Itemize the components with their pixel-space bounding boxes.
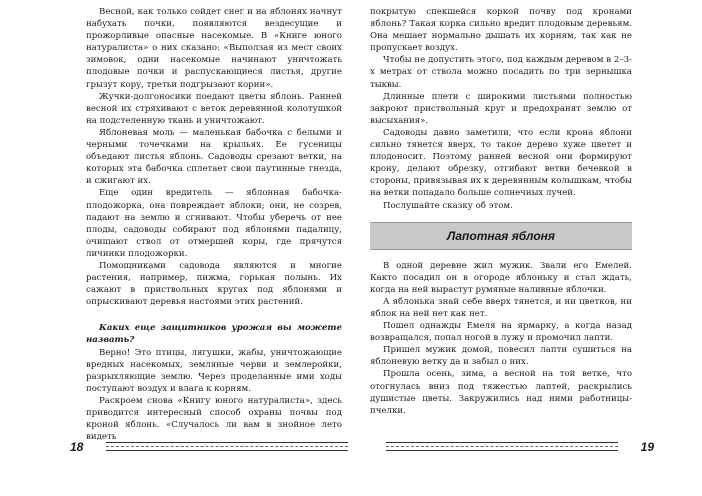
paragraph: Помощниками садовода являются и многие растения, например, пижма, горькая полынь. Их сажают в приствольных кругах под яблонями и опрыскивают деревья настоями этих растений.: [86, 260, 342, 308]
story-title-band: [370, 222, 632, 250]
story-paragraph: Прошла осень, зима, а весной на той ветке, что отогнулась вниз под тяжестью лаптей, раскрылись душистые цветы. Закружились над ними работницы-пчелки.: [370, 369, 632, 416]
right-footer: [368, 440, 658, 456]
paragraph: Чтобы не допустить этого, под каждым деревом в 2–3-х метрах от ствола можно посадить по три зернышка тыквы.: [370, 55, 632, 90]
footer-rule: [106, 442, 348, 443]
page-number: 18: [70, 440, 84, 454]
paragraph: Весной, как только сойдет снег и на яблонях начнут набухать почки, появляются вездесущие и прожорливые опасные насекомые. В «Книге юного натуралиста» о них сказано: «Выползая из мест своих зимовок, одни насекомые начинают уничтожать плодовые почки и распускающиеся листья, другие грызут кору, третьи подгрызают корни».: [86, 7, 342, 90]
paragraph: Жучки-долгоносики поедают цветы яблонь. Ранней весной их стряхивают с веток деревянной колотушкой на подстеленную ткань и уничтожают.: [86, 91, 342, 126]
paragraph: покрытую спекшейся коркой почву под кронами яблонь? Такая корка сильно вредит плодовым деревьям. Она мешает нормально дышать их корням, так как не пропускает воздух.: [370, 7, 632, 54]
paragraph: Длинные плети с широкими листьями полностью закроют приствольный круг и предохранят землю от высыхания».: [370, 91, 632, 126]
paragraph: Яблоневая моль — маленькая бабочка с белыми и черными точечками на крыльях. Ее гусеницы объедают листья яблонь. Садоводы срезают ветки, на которых эта бабочка сплетает свои паутинные гнезда, и сжигают их.: [86, 127, 342, 187]
paragraph: Еще один вредитель — яблонная бабочка-плодожорка, она повреждает яблоки; они, не созрев, падают на землю и сгнивают. Чтобы уберечь от нее плоды, садоводы собирают под яблонями падалицу, очищают ствол от отмершей коры, где прячутся личинки плодожорки.: [86, 188, 342, 259]
footer-rule: [386, 450, 618, 451]
paragraph: Верно! Это птицы, лягушки, жабы, уничтожающие вредных насекомых, земляные черви и землеройки, разрыхляющие землю. Через проделанные ими ходы поступают воздух и влага к корням.: [86, 347, 342, 394]
footer-rules: [106, 442, 348, 454]
left-page: [86, 6, 342, 443]
paragraph: Садоводы давно заметили, что если крона яблони сильно тянется вверх, то такое дерево хуже цветет и плодоносит. Поэтому ранней весной они формируют крону, делают обрезку, отгибают ветви бечевкой в стороны, привязывая их к деревянным колышкам, чтобы на ветки попадало больше солнечных лучей.: [370, 127, 632, 199]
page-number: 19: [640, 440, 654, 454]
story-paragraph: Пришел мужик домой, повесил лапти сушиться на яблоневую ветку да и забыл о них.: [370, 345, 632, 368]
story-paragraph: В одной деревне жил мужик. Звали его Емелей. Както посадил он в огороде яблоньку и стал ждать, когда на ней вырастут румяные наливные яблочки.: [370, 260, 632, 295]
left-footer: [66, 440, 366, 456]
footer-rule: [106, 450, 348, 451]
right-page: [370, 6, 632, 417]
footer-rules: [386, 442, 618, 454]
story-paragraph: А яблонька знай себе вверх тянется, и ни цветков, ни яблок на ней нет как нет.: [370, 296, 632, 319]
footer-rule: [386, 446, 618, 447]
paragraph: Раскроем снова «Книгу юного натуралиста», здесь приводится интересный способ охраны почвы под кроной яблонь. «Случалось ли вам в знойное лето видеть: [86, 395, 342, 443]
story-paragraph: Пошел однажды Емеля на ярмарку, а когда назад возвращался, попал ногой в лужу и промочил лапти.: [370, 321, 632, 344]
footer-rule: [106, 446, 348, 447]
question-heading: Каких еще защитников урожая вы можете назвать?: [86, 323, 342, 346]
story-title: Лапотная яблоня: [446, 228, 555, 243]
paragraph: Послушайте сказку об этом.: [383, 200, 513, 211]
footer-rule: [386, 442, 618, 443]
